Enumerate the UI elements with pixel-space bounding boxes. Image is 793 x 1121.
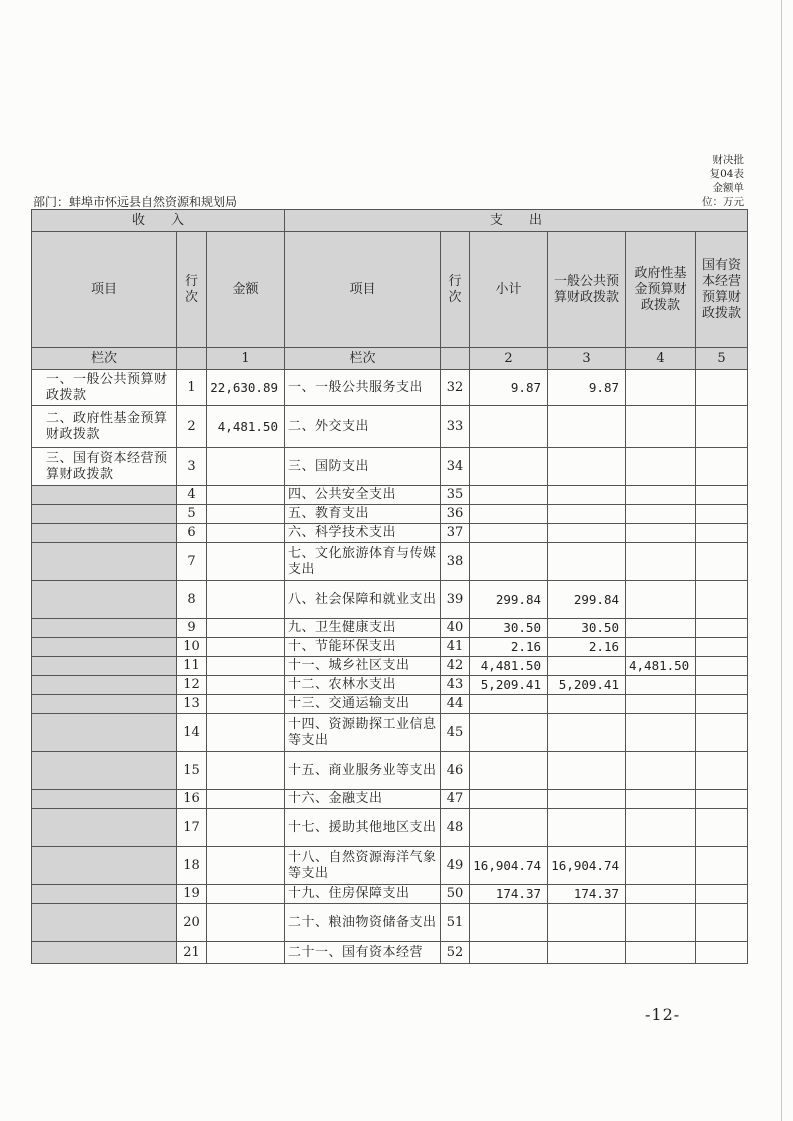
income-row-no-header: 行次 [177,232,207,348]
income-amount-cell [207,638,285,657]
expense-item-cell: 十八、自然资源海洋气象等支出 [285,847,441,885]
state-capital-cell [696,695,748,714]
subtotal-cell [470,695,548,714]
general-budget-cell: 30.50 [548,619,626,638]
gov-fund-cell [626,505,696,524]
expense-item-cell: 六、科学技术支出 [285,524,441,543]
expense-row-no-cell: 52 [441,942,470,964]
subtotal-cell: 4,481.50 [470,657,548,676]
income-row-no-cell: 2 [177,406,207,448]
subtotal-cell: 30.50 [470,619,548,638]
column-number-row [32,348,748,370]
expense-row-no-cell: 40 [441,619,470,638]
subtotal-cell: 2.16 [470,638,548,657]
income-row-no-cell: 12 [177,676,207,695]
table-row [32,695,748,714]
table-row [32,752,748,790]
expense-row-no-cell: 47 [441,790,470,809]
income-item-cell [32,486,177,505]
state-capital-cell [696,619,748,638]
expense-item-cell: 四、公共安全支出 [285,486,441,505]
income-row-no-cell: 14 [177,714,207,752]
subtotal-cell [470,714,548,752]
income-amount-cell [207,581,285,619]
expense-row-no-cell: 38 [441,543,470,581]
gov-fund-cell [626,904,696,942]
subtotal-cell [470,543,548,581]
gov-fund-cell: 4,481.50 [626,657,696,676]
general-budget-cell [548,790,626,809]
page-edge-line [781,0,782,1121]
expense-item-cell: 十四、资源勘探工业信息等支出 [285,714,441,752]
expense-row-no-header: 行次 [441,232,470,348]
state-capital-cell [696,676,748,695]
subtotal-cell: 5,209.41 [470,676,548,695]
gov-fund-cell [626,524,696,543]
general-budget-cell [548,904,626,942]
expense-row-no-cell: 34 [441,448,470,486]
budget-table [31,209,748,964]
expense-item-cell: 十五、商业服务业等支出 [285,752,441,790]
income-row-no-cell: 3 [177,448,207,486]
expense-item-cell: 二十一、国有资本经营 [285,942,441,964]
general-budget-cell [548,505,626,524]
col-number: 1 [207,348,285,370]
income-item-cell [32,904,177,942]
col-number: 4 [626,348,696,370]
gov-fund-cell [626,809,696,847]
income-amount-cell [207,904,285,942]
table-row [32,543,748,581]
gov-fund-cell [626,448,696,486]
state-capital-cell [696,790,748,809]
table-row [32,581,748,619]
income-amount-cell [207,695,285,714]
table-row [32,904,748,942]
expense-row-no-cell: 37 [441,524,470,543]
income-item-cell [32,657,177,676]
income-amount-header: 金额 [207,232,285,348]
section-header-row [32,210,748,232]
table-row [32,657,748,676]
gov-fund-cell [626,406,696,448]
col-number [441,348,470,370]
table-row [32,714,748,752]
expense-row-no-cell: 50 [441,885,470,904]
income-row-no-cell: 21 [177,942,207,964]
income-item-header: 项目 [32,232,177,348]
state-capital-cell [696,370,748,406]
table-row [32,448,748,486]
income-item-cell [32,790,177,809]
income-item-cell [32,676,177,695]
income-row-no-cell: 1 [177,370,207,406]
general-budget-header: 一般公共预算财政拨款 [548,232,626,348]
income-amount-cell [207,543,285,581]
subtotal-cell [470,448,548,486]
income-row-no-cell: 7 [177,543,207,581]
expense-row-no-cell: 49 [441,847,470,885]
income-row-no-cell: 13 [177,695,207,714]
expense-item-cell: 十一、城乡社区支出 [285,657,441,676]
income-amount-cell: 4,481.50 [207,406,285,448]
col-label: 栏次 [32,348,177,370]
table-row [32,406,748,448]
expense-item-cell: 一、一般公共服务支出 [285,370,441,406]
income-item-cell [32,581,177,619]
income-row-no-cell: 18 [177,847,207,885]
state-capital-cell [696,486,748,505]
income-row-no-cell: 6 [177,524,207,543]
state-capital-cell [696,638,748,657]
col-number [177,348,207,370]
income-amount-cell [207,714,285,752]
col-label: 栏次 [285,348,441,370]
income-row-no-cell: 8 [177,581,207,619]
general-budget-cell [548,942,626,964]
state-capital-cell [696,752,748,790]
income-section-header: 收 入 [32,210,285,232]
table-row [32,676,748,695]
income-item-cell [32,885,177,904]
state-capital-cell [696,543,748,581]
income-item-cell: 三、国有资本经营预算财政拨款 [32,448,177,486]
income-item-cell: 一、一般公共预算财政拨款 [32,370,177,406]
expense-row-no-cell: 51 [441,904,470,942]
gov-fund-cell [626,752,696,790]
expense-item-cell: 八、社会保障和就业支出 [285,581,441,619]
gov-fund-cell [626,676,696,695]
income-item-cell [32,638,177,657]
general-budget-cell [548,406,626,448]
expense-item-cell: 十七、援助其他地区支出 [285,809,441,847]
subtotal-cell [470,904,548,942]
table-row [32,790,748,809]
subtotal-cell [470,505,548,524]
state-capital-header: 国有资本经营预算财政拨款 [696,232,748,348]
column-header-row [32,232,748,348]
general-budget-cell [548,714,626,752]
table-row [32,809,748,847]
gov-fund-cell [626,619,696,638]
expense-item-cell: 十九、住房保障支出 [285,885,441,904]
subtotal-header: 小计 [470,232,548,348]
subtotal-cell: 16,904.74 [470,847,548,885]
income-row-no-cell: 19 [177,885,207,904]
expense-row-no-cell: 39 [441,581,470,619]
form-code-line: 复04表 [709,168,744,180]
expense-item-cell: 七、文化旅游体育与传媒支出 [285,543,441,581]
income-item-cell [32,847,177,885]
expense-section-header: 支 出 [285,210,748,232]
page-number: -12- [645,1005,681,1024]
income-amount-cell [207,676,285,695]
income-amount-cell [207,942,285,964]
expense-row-no-cell: 46 [441,752,470,790]
subtotal-cell: 174.37 [470,885,548,904]
table-row [32,847,748,885]
general-budget-cell: 2.16 [548,638,626,657]
table-row [32,370,748,406]
income-item-cell [32,543,177,581]
state-capital-cell [696,524,748,543]
expense-item-cell: 十、节能环保支出 [285,638,441,657]
gov-fund-cell [626,581,696,619]
expense-item-header: 项目 [285,232,441,348]
state-capital-cell [696,714,748,752]
col-number: 2 [470,348,548,370]
state-capital-cell [696,847,748,885]
subtotal-cell [470,942,548,964]
subtotal-cell: 299.84 [470,581,548,619]
form-code [694,153,744,209]
subtotal-cell [470,406,548,448]
col-number: 3 [548,348,626,370]
general-budget-cell [548,524,626,543]
income-item-cell: 二、政府性基金预算财政拨款 [32,406,177,448]
expense-item-cell: 十二、农林水支出 [285,676,441,695]
gov-fund-cell [626,486,696,505]
income-row-no-cell: 11 [177,657,207,676]
general-budget-cell [548,695,626,714]
income-row-no-cell: 9 [177,619,207,638]
expense-row-no-cell: 33 [441,406,470,448]
state-capital-cell [696,942,748,964]
gov-fund-cell [626,942,696,964]
general-budget-cell: 16,904.74 [548,847,626,885]
income-amount-cell [207,524,285,543]
gov-fund-cell [626,370,696,406]
income-row-no-cell: 20 [177,904,207,942]
general-budget-cell: 299.84 [548,581,626,619]
department-label: 部门：蚌埠市怀远县自然资源和规划局 [33,195,238,209]
general-budget-cell: 5,209.41 [548,676,626,695]
subtotal-cell: 9.87 [470,370,548,406]
income-amount-cell [207,657,285,676]
state-capital-cell [696,904,748,942]
expense-row-no-cell: 42 [441,657,470,676]
table-row [32,505,748,524]
gov-fund-cell [626,790,696,809]
expense-item-cell: 十六、金融支出 [285,790,441,809]
table-row [32,524,748,543]
expense-item-cell: 五、教育支出 [285,505,441,524]
general-budget-cell: 174.37 [548,885,626,904]
form-code-line: 财决批 [712,154,744,166]
income-row-no-cell: 5 [177,505,207,524]
expense-item-cell: 九、卫生健康支出 [285,619,441,638]
income-row-no-cell: 15 [177,752,207,790]
state-capital-cell [696,505,748,524]
income-item-cell [32,695,177,714]
col-number: 5 [696,348,748,370]
expense-item-cell: 二十、粮油物资储备支出 [285,904,441,942]
income-amount-cell [207,619,285,638]
income-row-no-cell: 16 [177,790,207,809]
income-item-cell [32,942,177,964]
table-row [32,885,748,904]
income-item-cell [32,524,177,543]
general-budget-cell [548,448,626,486]
expense-item-cell: 二、外交支出 [285,406,441,448]
table-row [32,619,748,638]
income-amount-cell [207,486,285,505]
subtotal-cell [470,524,548,543]
expense-row-no-cell: 32 [441,370,470,406]
income-amount-cell [207,752,285,790]
income-row-no-cell: 10 [177,638,207,657]
gov-fund-cell [626,847,696,885]
table-row [32,486,748,505]
expense-row-no-cell: 35 [441,486,470,505]
expense-item-cell: 十三、交通运输支出 [285,695,441,714]
income-item-cell [32,714,177,752]
subtotal-cell [470,486,548,505]
state-capital-cell [696,448,748,486]
gov-fund-cell [626,695,696,714]
expense-row-no-cell: 43 [441,676,470,695]
gov-fund-cell [626,638,696,657]
form-code-line: 金额单 [712,182,744,194]
income-item-cell [32,619,177,638]
subtotal-cell [470,790,548,809]
state-capital-cell [696,657,748,676]
general-budget-cell: 9.87 [548,370,626,406]
income-amount-cell: 22,630.89 [207,370,285,406]
income-row-no-cell: 17 [177,809,207,847]
state-capital-cell [696,885,748,904]
income-amount-cell [207,448,285,486]
expense-row-no-cell: 45 [441,714,470,752]
general-budget-cell [548,486,626,505]
gov-fund-cell [626,714,696,752]
gov-fund-cell [626,543,696,581]
expense-row-no-cell: 41 [441,638,470,657]
state-capital-cell [696,809,748,847]
general-budget-cell [548,752,626,790]
income-amount-cell [207,847,285,885]
income-item-cell [32,505,177,524]
income-amount-cell [207,505,285,524]
income-row-no-cell: 4 [177,486,207,505]
table-row [32,638,748,657]
state-capital-cell [696,581,748,619]
general-budget-cell [548,543,626,581]
gov-fund-cell [626,885,696,904]
income-item-cell [32,809,177,847]
form-code-line: 位：万元 [702,196,744,208]
income-item-cell [32,752,177,790]
subtotal-cell [470,752,548,790]
table-row [32,942,748,964]
income-amount-cell [207,809,285,847]
expense-row-no-cell: 48 [441,809,470,847]
expense-row-no-cell: 36 [441,505,470,524]
state-capital-cell [696,406,748,448]
expense-item-cell: 三、国防支出 [285,448,441,486]
general-budget-cell [548,657,626,676]
general-budget-cell [548,809,626,847]
income-amount-cell [207,885,285,904]
expense-row-no-cell: 44 [441,695,470,714]
subtotal-cell [470,809,548,847]
income-amount-cell [207,790,285,809]
gov-fund-header: 政府性基金预算财政拨款 [626,232,696,348]
